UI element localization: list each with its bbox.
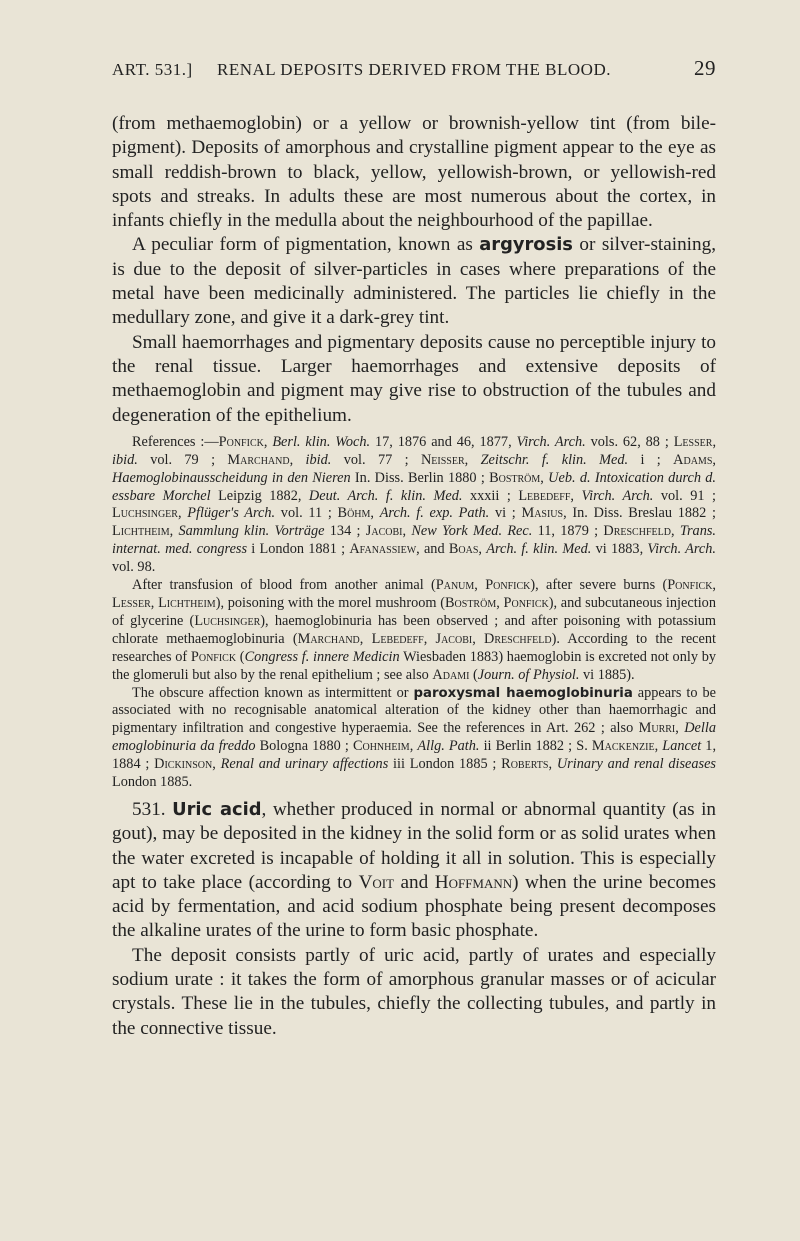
- refs3-segment: ,: [409, 738, 418, 755]
- refs3-segment: appears to be associated with no recognisable anatomical alteration of the kidney other than haemorrhagic and pigmentary infiltration and congestive hyperaemia. See the references in Art. 262 ; also: [112, 684, 716, 737]
- refs1-segment: Lebedeff: [518, 487, 571, 504]
- refs1-segment: ,: [169, 523, 179, 540]
- refs2-segment: ,: [359, 630, 372, 647]
- refs1-segment: , and: [416, 541, 449, 558]
- refs3-segment: ,: [548, 756, 557, 773]
- refs2-segment: Boström: [445, 595, 497, 612]
- refs1-segment: vol. 11 ;: [275, 505, 338, 522]
- refs1-segment: Neisser: [420, 451, 465, 468]
- refs1-segment: Virch. Arch.: [581, 487, 654, 504]
- refs1-segment: xxxii ;: [462, 487, 519, 504]
- refs1-segment: 17, 1876 and 46, 1877,: [370, 433, 517, 450]
- refs2-segment: Lichtheim: [158, 595, 216, 612]
- header-article: ART. 531.]: [112, 60, 193, 79]
- refs1-segment: ,: [570, 487, 582, 504]
- refs3-segment: ,: [675, 720, 685, 737]
- refs2-segment: ). According to the recent researches of: [112, 630, 716, 665]
- refs3-segment: Dickinson: [154, 756, 213, 773]
- refs1-segment: Boström: [489, 469, 541, 486]
- refs2-segment: Congress f. innere Medicin: [244, 648, 400, 665]
- refs2-segment: Jacobi: [435, 630, 473, 647]
- refs1-segment: Dreschfeld: [603, 523, 671, 540]
- p4-segment: , whether produced in normal or abnormal quantity (as in gout), may be deposited in the kidney in the solid form or as solid urates when the water excreted is incapable of holding it all in solution. This is especially apt to take place (according to: [112, 798, 717, 893]
- refs3-segment: London 1885.: [112, 774, 193, 791]
- refs1-segment: Sammlung klin. Vorträge: [178, 523, 325, 540]
- refs2-segment: ), haemoglobinuria has been observed ; and after poisoning with potassium chlorate methaemoglobinuria (: [112, 612, 716, 647]
- page-body: [112, 112, 716, 1041]
- refs1-segment: Luchsinger: [112, 505, 178, 522]
- refs2-segment: Panum: [435, 577, 475, 594]
- refs2-segment: (: [469, 666, 478, 683]
- refs2-segment: ,: [496, 595, 504, 612]
- refs1-segment: Böhm: [337, 505, 371, 522]
- p4-segment: 531.: [132, 798, 173, 820]
- refs3-segment: The obscure affection known as intermittent or: [132, 684, 414, 701]
- refs3-segment: Della emoglobinuria da freddo: [112, 720, 716, 755]
- p4-segment: Hoffmann: [434, 871, 513, 893]
- refs3-segment: ,: [654, 738, 663, 755]
- refs1-segment: vi 1883,: [591, 541, 648, 558]
- paragraph-argyrosis: [112, 233, 716, 330]
- refs1-segment: vols. 62, 88 ;: [585, 433, 674, 450]
- refs1-segment: Jacobi: [365, 523, 403, 540]
- refs2-segment: ,: [712, 577, 716, 594]
- refs1-segment: ,: [464, 451, 481, 468]
- refs1-segment: Lesser: [673, 433, 713, 450]
- refs1-segment: Virch. Arch.: [516, 433, 586, 450]
- p4-segment: ) when the urine becomes acid by fermentation, and acid sodium phosphate being present decomposes the alkaline urates of the urine to form basic phosphate.: [112, 871, 716, 942]
- refs2-segment: Wiesbaden 1883) haemoglobin is excreted not only by the glomeruli but also by the renal epithelium ; see also: [112, 648, 716, 683]
- refs1-segment: Deut. Arch. f. klin. Med.: [308, 487, 463, 504]
- refs1-segment: Boas: [448, 541, 479, 558]
- refs3-segment: Cohnheim: [352, 738, 410, 755]
- refs2-segment: vi 1885).: [579, 666, 635, 683]
- refs2-segment: ), and subcutaneous injection of glycerine (: [112, 595, 716, 629]
- refs3-segment: ii Berlin 1882 ; S.: [479, 738, 592, 755]
- refs2-segment: ), poisoning with the morel mushroom (: [215, 595, 445, 612]
- refs2-segment: Lesser: [112, 595, 151, 612]
- paroxysmal-haemoglobinuria-note: [112, 685, 716, 792]
- refs3-segment: ,: [212, 756, 221, 773]
- refs2-segment: Ponfick: [667, 577, 713, 594]
- refs3-segment: Roberts: [501, 756, 549, 773]
- argyrosis-text-a: A peculiar form of pigmentation, known as: [132, 234, 480, 256]
- refs1-segment: Berl. klin. Woch.: [272, 433, 371, 450]
- refs1-segment: ,: [402, 523, 412, 540]
- refs1-segment: ,: [712, 433, 717, 450]
- refs1-segment: Afanassiew: [349, 541, 417, 558]
- page-number: 29: [694, 56, 716, 80]
- refs3-segment: Murri: [638, 720, 676, 737]
- refs3-segment: paroxysmal haemoglobinuria: [413, 685, 633, 701]
- refs3-segment: Bologna 1880 ;: [255, 738, 353, 755]
- paragraph-deposit: The deposit consists partly of uric acid, partly of urates and especially sodium urate : it takes the form of amorphous granular masses or of acicular crystals. These lie in the tubules, chiefly the collecting tubules, and partly in the connective tissue.: [112, 944, 716, 1039]
- refs1-segment: vol. 98.: [112, 559, 156, 576]
- refs3-segment: Urinary and renal diseases: [556, 756, 717, 773]
- refs1-segment: Ponfick: [218, 433, 264, 450]
- refs1-segment: ,: [540, 469, 549, 486]
- refs2-segment: Adami: [432, 666, 470, 683]
- argyrosis-term: argyrosis: [479, 234, 573, 256]
- refs1-segment: Arch. f. exp. Path.: [379, 505, 490, 522]
- refs1-segment: Lichtheim: [112, 523, 170, 540]
- refs3-segment: Renal and urinary affections: [220, 756, 389, 773]
- refs2-segment: Lebedeff: [371, 630, 424, 647]
- refs1-segment: ,: [263, 433, 273, 450]
- section-531-uric-acid: [112, 798, 716, 944]
- paragraph-haemorrhages: Small haemorrhages and pigmentary deposits cause no perceptible injury to the renal tissue. Larger haemorrhages and extensive deposits of methaemoglobin and pigment may give rise to obstruction of the tubules and degeneration of the epithelium.: [112, 331, 716, 426]
- refs3-segment: iii London 1885 ;: [388, 756, 502, 773]
- refs1-segment: ,: [712, 451, 716, 468]
- refs2-segment: After transfusion of blood from another animal (: [132, 577, 436, 594]
- refs1-segment: References :—: [132, 433, 219, 450]
- refs1-segment: 134 ;: [324, 523, 366, 540]
- refs3-segment: 1, 1884 ;: [112, 738, 717, 773]
- running-header: [112, 56, 716, 88]
- refs1-segment: ,: [670, 523, 680, 540]
- refs1-segment: Virch. Arch.: [647, 541, 716, 558]
- header-title: RENAL DEPOSITS DERIVED FROM THE BLOOD.: [217, 60, 611, 79]
- refs1-segment: ,: [370, 505, 380, 522]
- refs2-segment: ,: [423, 630, 436, 647]
- refs1-segment: Marchand: [227, 451, 290, 468]
- refs3-segment: Allg. Path.: [417, 738, 480, 755]
- refs3-segment: Lancet: [662, 738, 702, 755]
- refs2-segment: Ponfick: [485, 577, 531, 594]
- transfusion-note: [112, 577, 716, 684]
- argyrosis-text-b: or silver-staining, is due to the deposit of silver-particles in cases where preparations of the metal have been medicinally administered. The particles lie chiefly in the medullary zone, and give it a dark-grey tint.: [112, 234, 717, 329]
- refs1-segment: vol. 79 ;: [137, 451, 228, 468]
- refs1-segment: ,: [478, 541, 487, 558]
- refs3-segment: Mackenzie: [591, 738, 655, 755]
- refs1-segment: , In. Diss. Breslau 1882 ;: [563, 505, 716, 522]
- refs1-segment: Adams: [673, 451, 713, 468]
- refs1-segment: i ;: [628, 451, 674, 468]
- p4-segment: Voit: [358, 871, 395, 893]
- refs1-segment: Haemoglobinausscheidung in den Nieren: [112, 469, 351, 486]
- refs1-segment: Ueb. d. Intoxication durch d. essbare Morchel: [112, 469, 717, 504]
- paragraph-pigment: (from methaemoglobin) or a yellow or brownish-yellow tint (from bile-pigment). Deposits of amorphous and crystalline pigment appear to the eye as small reddish-brown to black, yellow, yellowish-brown, or yellowish-red spots and streaks. In adults these are most numerous about the cortex, in infants chiefly in the medulla about the neighbourhood of the papillae.: [112, 113, 716, 232]
- refs1-segment: New York Med. Rec.: [411, 523, 533, 540]
- refs2-segment: Ponfick: [503, 595, 549, 612]
- refs1-segment: Trans. internat. med. congress: [112, 523, 716, 558]
- refs2-segment: ), after severe burns (: [530, 577, 668, 594]
- refs1-segment: Arch. f. klin. Med.: [486, 541, 592, 558]
- refs2-segment: ,: [472, 630, 485, 647]
- refs1-segment: vol. 77 ;: [331, 451, 421, 468]
- refs2-segment: ,: [474, 577, 486, 594]
- refs1-segment: i London 1881 ;: [247, 541, 350, 558]
- refs1-segment: ,: [289, 451, 306, 468]
- references-block: [112, 434, 716, 577]
- refs2-segment: Dreschfeld: [484, 630, 552, 647]
- refs2-segment: Ponfick: [190, 648, 237, 665]
- refs2-segment: Luchsinger: [194, 612, 261, 629]
- refs1-segment: vol. 91 ;: [653, 487, 716, 504]
- refs1-segment: ,: [177, 505, 188, 522]
- refs1-segment: ibid.: [112, 451, 138, 468]
- refs1-segment: Zeitschr. f. klin. Med.: [480, 451, 629, 468]
- refs2-segment: (: [236, 648, 245, 665]
- refs1-segment: Masius: [521, 505, 564, 522]
- refs1-segment: 11, 1879 ;: [532, 523, 604, 540]
- refs2-segment: Journ. of Physiol.: [477, 666, 580, 683]
- refs2-segment: Marchand: [297, 630, 360, 647]
- refs1-segment: Pflüger's Arch.: [187, 505, 276, 522]
- refs1-segment: In. Diss. Berlin 1880 ;: [350, 469, 490, 486]
- p4-segment: Uric acid: [172, 798, 262, 820]
- refs2-segment: ,: [150, 595, 159, 612]
- p4-segment: and: [394, 871, 435, 893]
- refs1-segment: ibid.: [305, 451, 332, 468]
- refs1-segment: Leipzig 1882,: [210, 487, 309, 504]
- refs1-segment: vi ;: [489, 505, 522, 522]
